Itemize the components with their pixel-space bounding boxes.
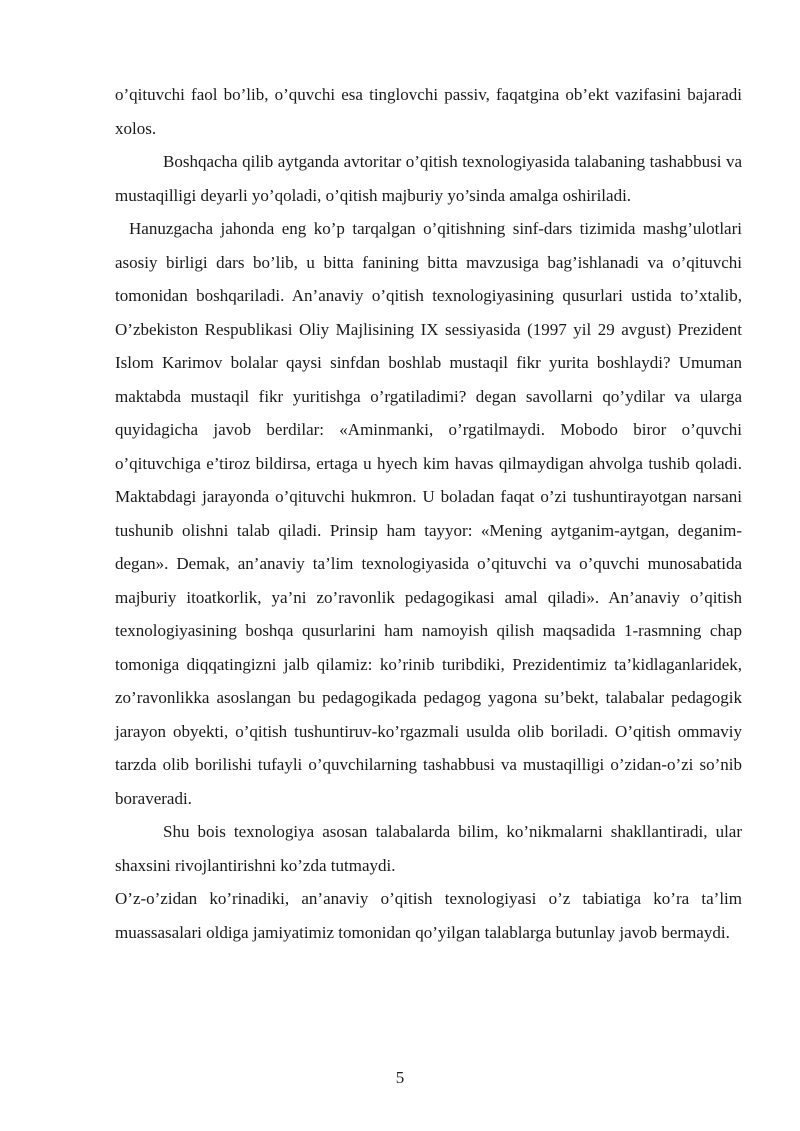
- paragraph-conclusion: O’z-o’zidan ko’rinadiki, an’anaviy o’qitish texnologiyasi o’z tabiatiga ko’ra ta’lim muassasalari oldiga jamiyatimiz tomonidan qo’yilgan talablarga butunlay javob bermaydi.: [115, 889, 742, 942]
- page-number: 5: [395, 1068, 405, 1087]
- paragraph-class-lesson-system: Hanuzgacha jahonda eng ko’p tarqalgan o’qitishning sinf-dars tizimida mashg’ulotlari asosiy birligi dars bo’lib, u bitta fanining bitta mavzusiga bag’ishlanadi va o’qituvchi tomonidan boshqariladi. An’anaviy o’qitish texnologiyasining qusurlari ustida to’xtalib, O’zbekiston Respublikasi Oliy Majlisining IX sessiyasida (1997 yil 29 avgust) Prezident Islom Karimov bolalar qaysi sinfdan boshlab mustaqil fikr yurita boshlaydi? Umuman maktabda mustaqil fikr yuritishga o’rgatiladimi? degan savollarni qo’ydilar va ularga quyidagicha javob berdilar: «Aminmanki, o’rgatilmaydi. Mobodo biror o’quvchi o’qituvchiga e’tiroz bildirsa, ertaga u hyech kim havas qilmaydigan ahvolga tushib qoladi. Maktabdagi jarayonda o’qituvchi hukmron. U boladan faqat o’zi tushuntirayotgan narsani tushunib olishni talab qiladi. Prinsip ham tayyor: «Mening aytganim-aytgan, deganim-degan». Demak, an’anaviy ta’lim texnologiyasida o’qituvchi va o’quvchi munosabatida majburiy itoatkorlik, ya’ni zo’ravonlik pedagogikasi amal qiladi». An’anaviy o’qitish texnologiyasining boshqa qusurlarini ham namoyish qilish maqsadida 1-rasmning chap tomoniga diqqatingizni jalb qilamiz: ko’rinib turibdiki, Prezidentimiz ta’kidlaganlaridek, zo’ravonlikka asoslangan bu pedagogikada pedagog yagona su’bekt, talabalar pedagogik jarayon obyekti, o’qitish tushuntiruv-ko’rgazmali usulda olib boriladi. O’qitish ommaviy tarzda olib borilishi tufayli o’quvchilarning tashabbusi va mustaqilligi o’zidan-o’zi so’nib boraveradi.: [115, 219, 742, 808]
- paragraph-knowledge-skills: Shu bois texnologiya asosan talabalarda bilim, ko’nikmalarni shakllantiradi, ular shaxsini rivojlantirishni ko’zda tutmaydi.: [115, 822, 742, 875]
- document-body: [115, 78, 742, 949]
- paragraph-continuation: o’qituvchi faol bo’lib, o’quvchi esa tinglovchi passiv, faqatgina ob’ekt vazifasini bajaradi xolos.: [115, 85, 742, 138]
- paragraph-authoritarian-teaching: Boshqacha qilib aytganda avtoritar o’qitish texnologiyasida talabaning tashabbusi va mustaqilligi deyarli yo’qoladi, o’qitish majburiy yo’sinda amalga oshiriladi.: [115, 152, 742, 205]
